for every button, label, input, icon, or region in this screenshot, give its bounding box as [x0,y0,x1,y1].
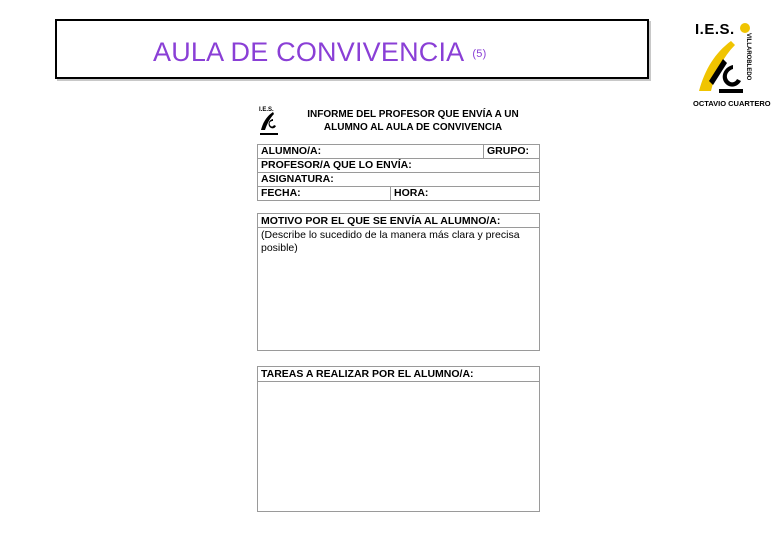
logo-town-text: VILLAROBLEDO [745,33,751,81]
mini-school-logo-icon [258,104,280,137]
logo-school-name: OCTAVIO CUARTERO [693,99,771,108]
form-header [257,102,540,140]
slide-number: (5) [472,47,487,60]
page-title [153,37,486,68]
motivo-section [257,213,540,351]
tareas-section [257,366,540,512]
tareas-label: TAREAS A REALIZAR POR EL ALUMNO/A: [261,368,474,380]
form-heading [287,108,539,134]
motivo-label: MOTIVO POR EL QUE SE ENVÍA AL ALUMNO/A: [261,215,501,227]
svg-text:I.E.S.: I.E.S. [259,107,274,113]
label-fecha: FECHA: [261,187,301,199]
logo-emblem-icon [693,19,755,111]
row-profesor [258,159,539,173]
row-alumno [258,145,539,159]
title-banner [55,19,649,79]
motivo-hint: (Describe lo sucedido de la manera más clara y precisa posible) [261,229,520,254]
label-grupo: GRUPO: [487,145,529,157]
title-main: AULA DE CONVIVENCIA [153,37,465,67]
label-asignatura: ASIGNATURA: [261,173,334,185]
label-alumno: ALUMNO/A: [261,145,322,157]
school-logo [693,19,771,111]
form-heading-line2: ALUMNO AL AULA DE CONVIVENCIA [323,122,503,133]
label-profesor: PROFESOR/A QUE LO ENVÍA: [261,159,412,171]
row-asignatura [258,173,539,187]
identification-table [257,144,540,201]
form-heading-line1: INFORME DEL PROFESOR QUE ENVÍA A UN [307,109,519,120]
row-fecha-hora [258,187,539,201]
logo-ies-text: I.E.S. [695,21,735,38]
label-hora: HORA: [394,187,429,199]
